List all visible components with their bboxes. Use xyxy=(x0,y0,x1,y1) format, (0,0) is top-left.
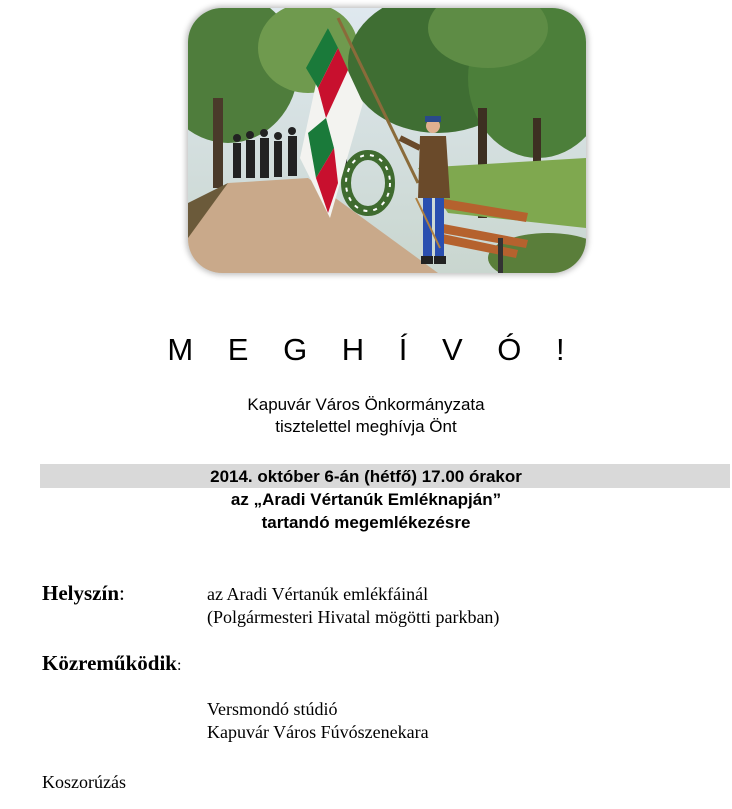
location-line-2: (Polgármesteri Hivatal mögötti parkban) xyxy=(207,607,500,627)
event-date-line: 2014. október 6-án (hétfő) 17.00 órakor xyxy=(210,467,522,486)
location-value xyxy=(207,583,499,629)
invitation-intro xyxy=(0,394,732,438)
participant-item: Kapuvár Város Fúvószenekara xyxy=(207,722,429,742)
event-purpose-line: tartandó megemlékezésre xyxy=(261,513,471,532)
ceremony-photo xyxy=(188,8,586,273)
closing-wreath-laying: Koszorúzás xyxy=(42,772,126,792)
ceremony-photo-illustration xyxy=(188,8,586,273)
location-line-1: az Aradi Vértanúk emlékfáinál xyxy=(207,584,429,604)
intro-line-organizer: Kapuvár Város Önkormányzata xyxy=(247,395,485,414)
invitation-title: M E G H Í V Ó ! xyxy=(167,332,578,367)
participant-item: Versmondó stúdió xyxy=(207,699,338,719)
location-label: Helyszín: xyxy=(42,581,125,605)
event-details xyxy=(0,465,732,534)
intro-line-invites: tisztelettel meghívja Önt xyxy=(275,417,457,436)
participants-list xyxy=(207,698,429,744)
event-name-line: az „Aradi Vértanúk Emléknapján” xyxy=(230,490,502,509)
participants-label: Közreműködik: xyxy=(42,651,182,675)
